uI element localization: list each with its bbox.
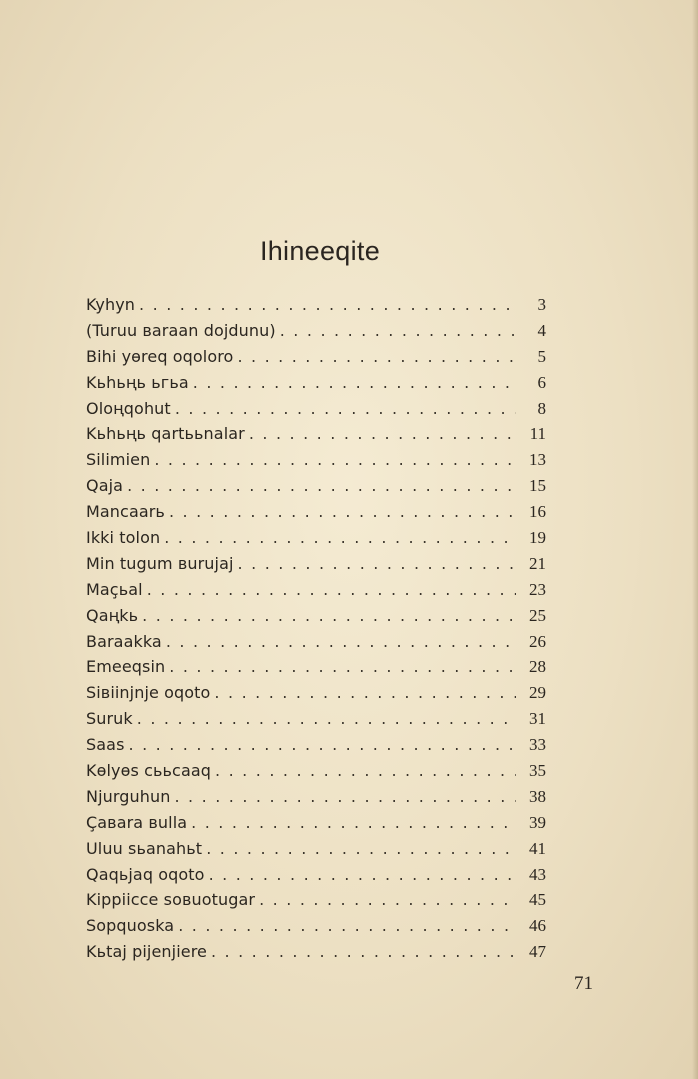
dot-leader [129,732,516,758]
toc-entry-page: 8 [537,398,546,418]
toc-entry [86,396,546,422]
toc-entry-title: Oloңqohut [86,398,171,418]
page-edge [692,0,698,1079]
toc-entry-page: 43 [529,864,546,884]
toc-entry-page: 23 [529,579,546,599]
dot-leader [139,292,516,318]
toc-entry-title: Min tugum вurujaj [86,553,234,573]
dot-leader [142,603,516,629]
toc-entry-page: 11 [529,424,546,444]
toc-entry-page: 15 [529,476,546,496]
toc-entry-title: Sopquoska [86,916,175,936]
dot-leader [147,577,516,603]
toc-entry [86,292,546,318]
dot-leader [174,784,516,810]
toc-entry-title: Qaja [86,476,124,496]
toc-entry [86,732,546,758]
toc-entry-page: 35 [529,761,546,781]
toc-entry [86,370,546,396]
dot-leader [169,499,516,525]
dot-leader [166,629,516,655]
toc-entry-page: 29 [529,683,546,703]
toc-entry-title: Njurguhun [86,786,171,806]
toc-entry-page: 31 [529,709,546,729]
toc-entry-title: Qaңkь [86,605,139,625]
toc-entry [86,680,546,706]
toc-entry-title: (Turuu вaraan dojdunu) [86,320,276,340]
dot-leader [259,887,516,913]
toc-entry [86,939,546,965]
toc-entry-page: 3 [537,295,546,314]
toc-entry-title: Kьtaj pijenjiere [86,942,207,962]
toc-entry-title: Maçьal [86,579,143,599]
toc-entry-title: Mancaarь [86,502,165,522]
table-of-contents [86,292,546,965]
dot-leader [154,447,516,473]
toc-entry-title: Silimien [86,450,151,470]
toc-entry-page: 28 [529,657,546,677]
page-number: 71 [574,973,593,994]
toc-entry [86,551,546,577]
toc-entry [86,913,546,939]
toc-entry [86,447,546,473]
toc-entry [86,499,546,525]
toc-entry-page: 4 [537,320,546,340]
toc-entry-page: 21 [529,553,546,573]
toc-entry [86,654,546,680]
toc-entry-title: Kippiicce soвuotugar [86,890,256,910]
toc-entry-page: 38 [529,786,546,806]
toc-entry [86,421,546,447]
dot-leader [191,810,516,836]
toc-entry-page: 47 [529,942,546,962]
toc-entry-page: 13 [529,450,546,470]
toc-entry-title: Uluu sьanahьt [86,838,203,858]
toc-entry-title: Kyhyn [86,295,136,314]
toc-entry [86,525,546,551]
toc-entry-page: 25 [529,605,546,625]
toc-entry [86,784,546,810]
dot-leader [137,706,516,732]
toc-entry [86,318,546,344]
dot-leader [238,551,516,577]
toc-entry [86,706,546,732]
toc-entry [86,862,546,888]
toc-entry [86,344,546,370]
toc-entry-page: 26 [529,631,546,651]
toc-entry-title: Çaвara вulla [86,812,188,832]
toc-entry [86,810,546,836]
toc-entry-title: Bihi yөreq oqoloro [86,346,234,366]
toc-entry [86,577,546,603]
toc-entry [86,836,546,862]
toc-entry-title: Kөlyөs сььcaaq [86,761,212,781]
toc-entry [86,603,546,629]
toc-entry [86,629,546,655]
dot-leader [237,344,516,370]
dot-leader [249,421,516,447]
dot-leader [280,318,516,344]
toc-entry-title: Ikki tolon [86,528,161,548]
toc-entry-title: Saas [86,735,125,755]
dot-leader [209,862,516,888]
toc-entry-title: Siвiinjnje oqoto [86,683,211,703]
toc-entry-page: 16 [529,502,546,522]
dot-leader [214,680,516,706]
toc-entry-page: 5 [537,346,546,366]
toc-entry [86,473,546,499]
toc-entry-page: 39 [529,812,546,832]
dot-leader [215,758,516,784]
toc-entry [86,887,546,913]
dot-leader [164,525,516,551]
toc-entry-title: Kьhьңь ьгьa [86,372,189,392]
toc-entry-page: 41 [529,838,546,858]
toc-entry-page: 46 [529,916,546,936]
toc-entry-title: Suruk [86,709,133,729]
contents-heading: Ihineeqite [259,236,381,266]
dot-leader [127,473,516,499]
toc-entry-title: Baraakka [86,631,162,651]
dot-leader [193,370,516,396]
toc-entry-page: 33 [529,735,546,755]
toc-entry-page: 19 [529,528,546,548]
dot-leader [206,836,516,862]
dot-leader [178,913,516,939]
toc-entry-title: Qaqьjaq oqoto [86,864,205,884]
toc-entry-page: 6 [537,372,546,392]
dot-leader [211,939,516,965]
toc-entry-title: Emeeqsin [86,657,166,677]
toc-entry [86,758,546,784]
toc-entry-page: 45 [529,890,546,910]
dot-leader [169,654,516,680]
dot-leader [175,396,516,422]
toc-entry-title: Kьhьңь qartььnalar [86,424,245,444]
